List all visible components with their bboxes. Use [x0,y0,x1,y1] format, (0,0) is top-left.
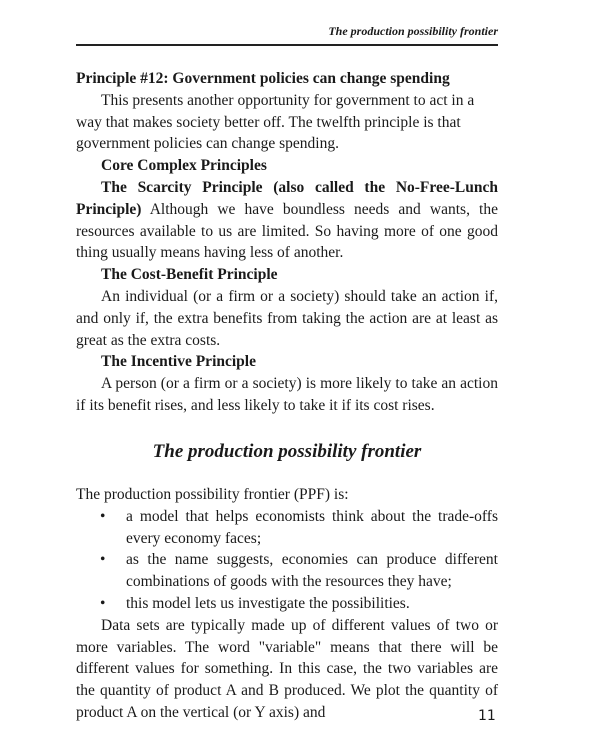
ppf-bullet-list [76,506,498,615]
list-item: • this model lets us investigate the possibilities. [76,593,498,615]
scarcity-paragraph [76,177,498,264]
ppf-paragraph: Data sets are typically made up of different values of two or more variables. The word "variable" means that there will be different values for something. In this case, the two variables are the quantity of product A and B produced. We plot the quantity of product A on the vertical (or Y axis) and [76,616,498,721]
bullet-icon: • [100,507,106,525]
section-title: The production possibility frontier [152,441,422,462]
core-principles-heading: Core Complex Principles [101,157,267,175]
header-rule [76,44,498,46]
scarcity-heading: The Scarcity Principle (also called the No-Free-Lunch Principle) [76,178,498,218]
cost-benefit-text: An individual (or a firm or a society) should take an action if, and only if, the extra benefits from taking the action are at least as great as the extra costs. [76,287,498,349]
list-item: • as the name suggests, economies can produce different combinations of goods with the resources they have; [100,551,498,591]
running-head: The production possibility frontier [328,24,498,38]
ppf-section [76,484,498,724]
principle-12-text: This presents another opportunity for government to act in a way that makes society better off. The twelfth principle is that government policies can change spending. [76,91,475,153]
bullet-icon: • [100,594,106,612]
page-number: 11 [478,708,496,724]
list-item: • a model that helps economists think about the trade-offs every economy faces; [100,507,498,547]
incentive-text: A person (or a firm or a society) is more likely to take an action if its benefit rises, and less likely to take it if its cost rises. [76,375,498,414]
principle-12-heading: Principle #12: Government policies can change spending [76,70,450,87]
bullet-icon: • [100,551,106,569]
scarcity-text: Although we have boundless needs and wants, the resources available to us are limited. So having more of one good thing usually means having less of another. [76,200,498,262]
principles-text [76,68,498,417]
ppf-intro: The production possibility frontier (PPF) is: [76,486,349,503]
incentive-heading: The Incentive Principle [101,353,256,371]
cost-benefit-heading: The Cost-Benefit Principle [101,266,278,284]
